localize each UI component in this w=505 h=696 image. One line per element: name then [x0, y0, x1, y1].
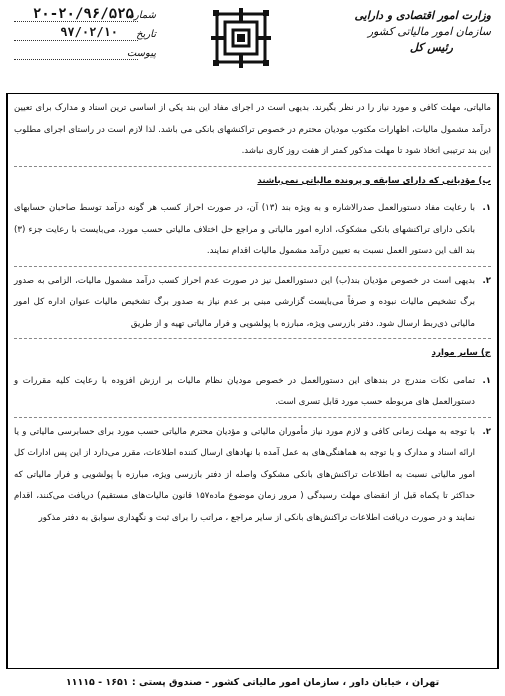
item-text: با رعایت مفاد دستورالعمل صدرالاشاره و به ویژه بند (۱۳) آن، در صورت احراز کسب هر گونه درآمد توسط صاحبان حسابهای بانکی دارای تراکنشهای بانکی مشکوک، اداره امور مالیاتی و مراجع حل اختلاف مالیاتی حسب مورد، می‌بایست با رعایت جزء (۳) بند الف این دستور العمل نسبت به تعیین درآمد مشمول مالیات اقدام نمایند.: [14, 203, 475, 256]
attachment-label: پیوست: [126, 48, 156, 59]
section-b-heading: ب) مؤدیانی که دارای سابقه و پرونده مالیاتی نمی‌باشند: [257, 175, 491, 186]
number-row: [6, 6, 156, 25]
divider: [14, 266, 491, 268]
list-item: [14, 371, 491, 414]
date-label: تاریخ: [136, 29, 156, 40]
list-item: [14, 198, 491, 263]
date-value: ۹۷/۰۲/۱۰: [60, 25, 118, 39]
letter-body: [14, 98, 491, 529]
list-item: [14, 422, 491, 530]
item-text: تمامی نکات مندرج در بندهای این دستورالعمل در خصوص مودیان نظام مالیات بر ارزش افزوده با رعایت کلیه مقررات و دستورالعمل های مربوطه حسب مورد قابل تسری است.: [14, 375, 475, 407]
attachment-row: [6, 44, 156, 63]
divider: [14, 166, 491, 168]
footer-address: تهران ، خیابان داور ، سازمان امور مالیاتی کشور - صندوق پستی : ۱۶۵۱ - ۱۱۱۱۵: [65, 677, 440, 688]
section-c-heading: ج) سایر موارد: [431, 348, 491, 358]
letter-meta: [6, 6, 156, 63]
item-number: ۱.: [482, 203, 491, 213]
role-title: رئیس کل: [409, 41, 453, 54]
frame-top-rule: [6, 93, 499, 94]
item-number: ۱.: [482, 375, 491, 386]
divider: [14, 417, 491, 419]
date-row: [6, 25, 156, 44]
item-number: ۲.: [482, 275, 491, 286]
number-value: ۲۰-۲۰/۹۶/۵۲۵: [32, 6, 134, 22]
divider: [14, 338, 491, 340]
item-number: ۲.: [482, 426, 491, 437]
intro-paragraph: مالیاتی، مهلت کافی و مورد نیاز را در نظر بگیرند. بدیهی است در اجرای مفاد این بند یکی از اساسی ترین اسناد و مدارک برای تعیین درآمد مشمول مالیات، اظهارات مکتوب مودیان محترم در خصوص تراکنشهای بانکی می باشد. لذا لازم است در راستای اجرای مطلوب این بند ترتیبی اتخاذ شود تا مهلت مذکور کمتر از هفت روز کاری نباشد.: [14, 103, 491, 156]
ministry-name: وزارت امور اقتصادی و دارایی: [354, 9, 491, 22]
footer-rule: [6, 668, 499, 669]
letterhead-org: [331, 8, 491, 56]
list-item: [14, 271, 491, 336]
organization-name: سازمان امور مالیاتی کشور: [367, 25, 491, 38]
item-text: بدیهی است در خصوص مؤدیان بند(ب) این دستورالعمل نیز در صورت عدم احراز کسب درآمد مشمول مالیات، الزامی به صدور برگ تشخیص مالیات نبوده و صرفاً می‌بایست گزارشی مبنی بر عدم نیاز به صدور برگ تشخیص مالیات عنوان اداره کل امور مالیاتی ذی‌ربط ارسال شود. دفتر بازرسی ویژه، مبارزه با پولشویی و فرار مالیاتی تهیه و از طریق: [14, 275, 475, 329]
organization-logo-icon: [209, 6, 273, 70]
number-label: شماره: [128, 10, 156, 21]
item-text: با توجه به مهلت زمانی کافی و لازم مورد نیاز مأموران مالیاتی و مؤدیان محترم مالیاتی حسب مورد برای حسابرسی مالیاتی و یا ارائه اسناد و مدارک و با توجه به هماهنگی‌های به عمل آمده با نهادهای ارسال کننده اطلاعات، مقرر می‌دارد از این پس ادارات کل امور مالیاتی نسبت به اطلاعات تراکنش‌های بانکی مشکوک واصله از دفتر بازرسی ویژه، مبارزه با پولشویی و فرار مالیاتی که حداکثر تا یکماه قبل از انقضای مهلت رسیدگی ( مرور زمان موضوع ماده۱۵۷ قانون مالیات‌های مستقیم) دریافت می‌کنند، اقدام نمایند و در صورت دریافت اطلاعات تراکنش‌های بانکی از سایر مراجع ، مراتب را برای ثبت و نگهداری سوابق به دفتر مذکور: [14, 426, 475, 523]
